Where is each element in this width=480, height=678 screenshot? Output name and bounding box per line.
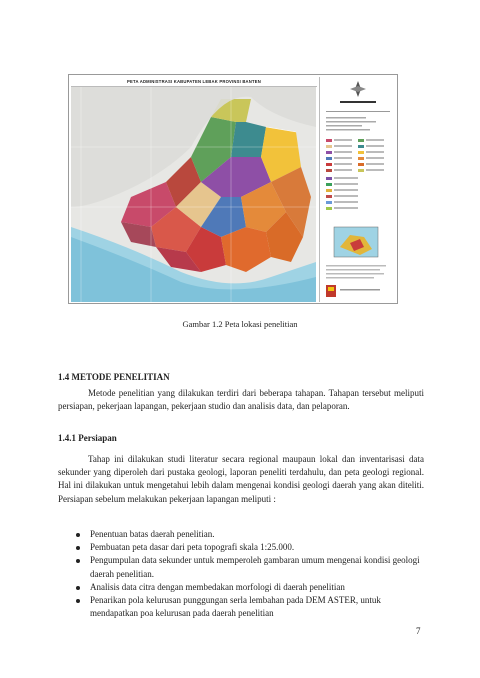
list-item: Pembuatan peta dasar dari peta topografi skala 1:25.000. — [74, 541, 426, 554]
methods-paragraph — [58, 387, 424, 413]
preparation-list — [74, 528, 426, 620]
map-title: PETA ADMINISTRASI KABUPATEN LEBAK PROVINSI BANTEN — [71, 77, 317, 87]
district-map — [71, 87, 316, 302]
list-item: Pengumpulan data sekunder untuk memperoleh gambaran umum mengenai kondisi geologi daerah penelitian. — [74, 554, 426, 580]
map-figure — [68, 74, 398, 304]
logo-icon — [326, 285, 336, 297]
section-heading-methods: 1.4 METODE PENELITIAN — [58, 372, 170, 382]
list-item: Analisis data citra dengan membedakan morfologi di daerah penelitian — [74, 581, 426, 594]
inset-map — [334, 227, 378, 257]
section-heading-preparation: 1.4.1 Persiapan — [58, 433, 117, 443]
page-number: 7 — [416, 626, 421, 636]
preparation-paragraph — [58, 453, 424, 506]
legend-swatches — [326, 139, 364, 210]
compass-icon — [350, 81, 366, 97]
map-legend — [319, 77, 396, 302]
legend-graphics — [320, 77, 396, 302]
preparation-paragraph-text: Tahap ini dilakukan studi literatur secara regional maupaun lokal dan inventarisasi data sekunder yang diperoleh dari pustaka geologi, laporan peneliti terdahulu, dan peta geologi regional. Hal ini dilakukan untuk mengetahui lebih dalam mengenai kondisi geologi daerah yang akan diteliti. Persiapan sebelum melakukan pekerjaan lapangan meliputi : — [58, 454, 424, 504]
map-area — [71, 87, 316, 302]
list-item: Penarikan pola kelurusan punggungan serla lembahan pada DEM ASTER, untuk mendapatkan poa kelurusan pada daerah penelitian — [74, 594, 426, 620]
figure-caption: Gambar 1.2 Peta lokasi penelitian — [182, 319, 298, 329]
methods-paragraph-text: Metode penelitian yang dilakukan terdiri dari beberapa tahapan. Tahapan tersebut meliputi persiapan, pekerjaan lapangan, pekerjaan studio dan analisis data, dan pelaporan. — [58, 388, 424, 412]
list-item: Penentuan batas daerah penelitian. — [74, 528, 426, 541]
